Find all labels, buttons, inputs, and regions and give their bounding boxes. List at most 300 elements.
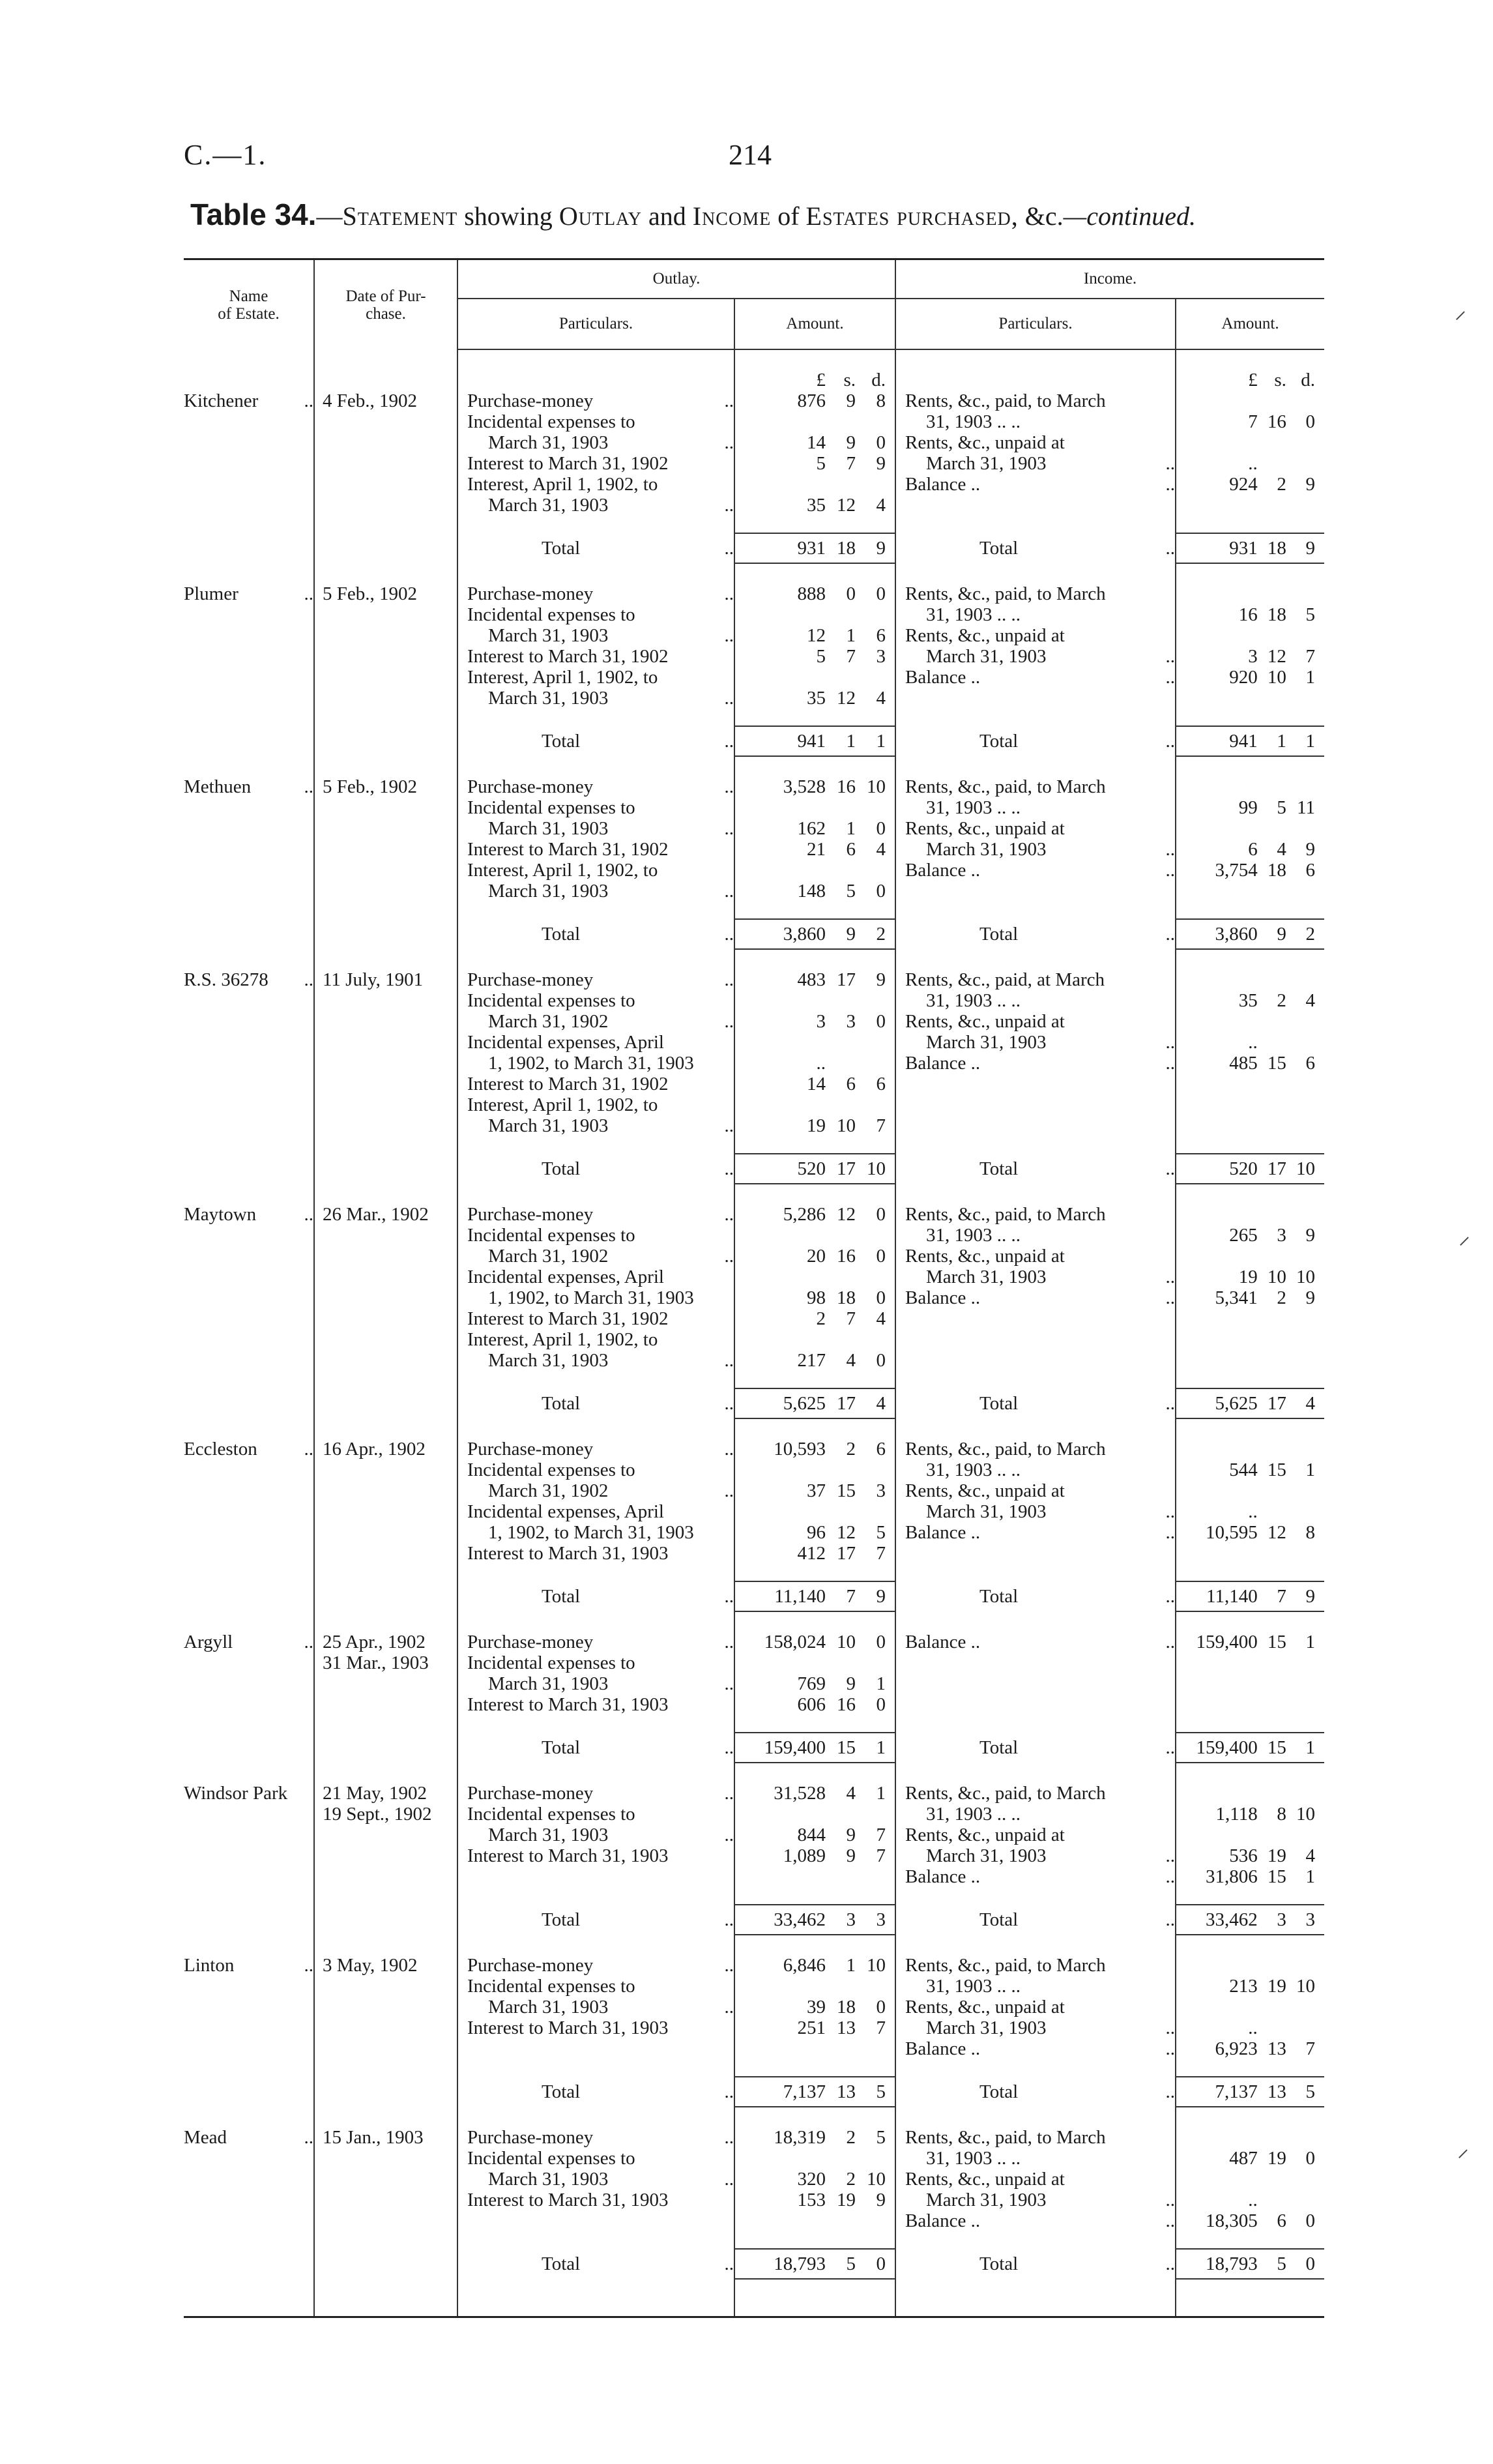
- purchase-date-line: 26 Mar., 1902: [323, 1204, 429, 1225]
- amount-pence: 0: [876, 1204, 886, 1225]
- particular-leader: [714, 990, 734, 1011]
- particular-leader: ..: [1165, 667, 1176, 688]
- income-total-label: Total ..: [895, 919, 1176, 949]
- amount-shillings: 12: [837, 495, 856, 516]
- particular-line: [905, 1866, 1175, 1887]
- purchase-date-line: 31 Mar., 1903: [323, 1652, 429, 1673]
- amount-pence: 9: [876, 453, 886, 474]
- income-total-label: Total ..: [895, 1905, 1176, 1935]
- amount-line: [1176, 474, 1315, 495]
- particular-line: [905, 646, 1175, 667]
- outlay-total-amount: [734, 2077, 895, 2107]
- gap-row: [184, 2231, 1324, 2249]
- particular-leader: [714, 1032, 734, 1053]
- particular-leader: [1155, 432, 1175, 453]
- particular-text: Rents, &c., paid, at March: [905, 969, 1105, 990]
- amount-line: [735, 1480, 886, 1501]
- gap-row: [184, 1371, 1324, 1388]
- amount-shillings: 13: [1267, 2038, 1286, 2059]
- amount-pence: 9: [1305, 1225, 1316, 1246]
- amount-pence: 0: [1305, 2148, 1316, 2169]
- particular-line: [905, 604, 1175, 625]
- particular-leader: [714, 1267, 734, 1287]
- gap-row: [184, 516, 1324, 533]
- amount-pounds: 159,400: [1196, 1632, 1258, 1652]
- particular-text: March 31, 1903: [488, 1350, 609, 1371]
- particular-text: Rents, &c., paid, to March: [905, 1204, 1106, 1225]
- total-label: Total: [542, 1586, 581, 1607]
- particular-line: [905, 667, 1175, 688]
- amount-line: [1176, 411, 1315, 432]
- income-currency: [1176, 370, 1324, 390]
- amount-pounds: 1,089: [783, 1845, 826, 1866]
- income-particulars: [895, 1204, 1176, 1371]
- purchase-date-line: 3 May, 1902: [323, 1955, 418, 1976]
- amount-line: [735, 2253, 886, 2274]
- purchase-date-line: 21 May, 1902: [323, 1783, 428, 1804]
- income-total-label: Total ..: [895, 1154, 1176, 1184]
- outlay-total-label: Total ..: [457, 726, 734, 756]
- particular-leader: ..: [724, 776, 734, 797]
- amount-pounds: 158,024: [764, 1632, 826, 1652]
- total-label: Total: [979, 1737, 1019, 1758]
- amount-pence: 4: [876, 1308, 886, 1329]
- particular-text: Interest to March 31, 1903: [467, 1845, 669, 1866]
- amount-pence: 1: [876, 1737, 886, 1758]
- amount-line: [1176, 538, 1315, 559]
- particular-leader: ..: [1165, 1501, 1176, 1522]
- amount-line: [735, 1501, 886, 1522]
- amount-pounds: 941: [1229, 731, 1258, 752]
- estate-name-leader: ..: [304, 1955, 313, 1976]
- currency-shillings: s.: [1274, 370, 1286, 390]
- amount-line: [735, 839, 886, 860]
- currency-pence: d.: [1301, 370, 1316, 390]
- income-amounts: [1176, 583, 1324, 709]
- outlay-total-amount: [734, 533, 895, 563]
- total-row: [184, 2077, 1324, 2107]
- spacer-row: [184, 1611, 1324, 1632]
- amount-pence: 1: [876, 731, 886, 752]
- particular-text: 31, 1903 .. ..: [926, 1459, 1021, 1480]
- particular-leader: ..: [1165, 839, 1176, 860]
- particular-text: March 31, 1903: [488, 1825, 609, 1845]
- particular-text: Interest, April 1, 1902, to: [467, 860, 658, 881]
- particular-line: [467, 1501, 734, 1522]
- col-header-outlay-amount: Amount.: [734, 299, 895, 349]
- particular-text: Incidental expenses to: [467, 604, 635, 625]
- spacer-row: [184, 563, 1324, 583]
- amount-shillings: 6: [846, 839, 856, 860]
- amount-pounds: 5,625: [1215, 1393, 1258, 1414]
- amount-pounds: 213: [1229, 1976, 1258, 1997]
- amount-pounds: 10,595: [1205, 1522, 1258, 1543]
- total-label: Total: [979, 538, 1019, 559]
- particular-leader: [1155, 1246, 1175, 1267]
- amount-line: [735, 818, 886, 839]
- amount-line: [735, 1673, 886, 1694]
- particular-line: [905, 860, 1175, 881]
- particular-line: [905, 1825, 1175, 1845]
- amount-shillings: 18: [1267, 538, 1286, 559]
- particular-text: 31, 1903 .. ..: [926, 1225, 1021, 1246]
- amount-pence: [1286, 453, 1315, 474]
- currency-shillings: s.: [843, 370, 856, 390]
- total-label: Total: [979, 2253, 1019, 2274]
- title-continued: —continued.: [1063, 201, 1196, 231]
- income-particulars: [895, 776, 1176, 902]
- particular-leader: [1155, 1976, 1175, 1997]
- amount-shillings: 12: [837, 1204, 856, 1225]
- particular-text: Interest to March 31, 1902: [467, 1308, 669, 1329]
- amount-shillings: 3: [1277, 1225, 1286, 1246]
- particular-line: [467, 646, 734, 667]
- amount-shillings: 10: [837, 1115, 856, 1136]
- amount-pence: 1: [876, 1783, 886, 1804]
- income-particulars: [895, 583, 1176, 709]
- particular-leader: [1155, 1783, 1175, 1804]
- amount-pounds: 5: [816, 646, 826, 667]
- amount-shillings: 4: [846, 1783, 856, 1804]
- amount-line: [735, 1329, 886, 1350]
- amount-shillings: 18: [1267, 604, 1286, 625]
- particular-line: [905, 2210, 1175, 2231]
- amount-pounds: 98: [807, 1287, 826, 1308]
- amount-line: [735, 1225, 886, 1246]
- particular-leader: ..: [724, 1480, 734, 1501]
- particular-text: Interest to March 31, 1903: [467, 1543, 669, 1564]
- particular-text: Incidental expenses to: [467, 411, 635, 432]
- particular-text: Rents, &c., unpaid at: [905, 2169, 1065, 2190]
- particular-text: 31, 1903 .. ..: [926, 1976, 1021, 1997]
- amount-pounds: 7: [1248, 411, 1258, 432]
- outlay-total-label: Total ..: [457, 1733, 734, 1763]
- estate-name-text: Mead: [184, 2127, 227, 2148]
- amount-shillings: 17: [1267, 1393, 1286, 1414]
- particular-text: March 31, 1902: [488, 1480, 609, 1501]
- amount-line: [1176, 604, 1315, 625]
- particular-leader: ..: [724, 432, 734, 453]
- amount-pounds: 3: [816, 1011, 826, 1032]
- purchase-date: [314, 1783, 457, 1887]
- particular-leader: ..: [1165, 1053, 1176, 1074]
- amount-shillings: 10: [1267, 667, 1286, 688]
- amount-shillings: 15: [1267, 1866, 1286, 1887]
- estate-name-text: Methuen: [184, 776, 252, 797]
- outlay-particulars: [457, 1783, 734, 1887]
- amount-shillings: 19: [1267, 1976, 1286, 1997]
- particular-text: Balance ..: [905, 1522, 981, 1543]
- amount-line: [735, 1909, 886, 1930]
- amount-pounds: 320: [797, 2169, 826, 2190]
- amount-shillings: 2: [1277, 990, 1286, 1011]
- amount-pence: 6: [876, 625, 886, 646]
- amount-pence: 1: [1305, 1632, 1316, 1652]
- particular-line: [467, 1459, 734, 1480]
- income-total-amount: [1176, 1733, 1324, 1763]
- purchase-date-line: 5 Feb., 1902: [323, 776, 417, 797]
- particular-leader: [714, 411, 734, 432]
- particular-text: Interest, April 1, 1902, to: [467, 474, 658, 495]
- total-label: Total: [542, 538, 581, 559]
- particular-text: Incidental expenses to: [467, 797, 635, 818]
- particular-leader: [714, 604, 734, 625]
- outlay-amounts: [734, 1204, 895, 1371]
- particular-text: Rents, &c., paid, to March: [905, 776, 1106, 797]
- amount-pence: 5: [1305, 604, 1316, 625]
- amount-pounds: 19: [807, 1115, 826, 1136]
- amount-line: [735, 2148, 886, 2169]
- amount-pence: 1: [1305, 1737, 1316, 1758]
- amount-pence: 7: [876, 1115, 886, 1136]
- amount-pounds: 11,140: [774, 1586, 826, 1607]
- particular-text: Incidental expenses, April: [467, 1267, 664, 1287]
- amount-line: [1176, 969, 1315, 990]
- amount-line: [735, 1543, 886, 1564]
- amount-line: [1176, 818, 1315, 839]
- particular-line: [467, 1267, 734, 1287]
- col-header-income-particulars: Particulars.: [895, 299, 1176, 349]
- particular-leader: [1155, 1955, 1175, 1976]
- particular-leader: [1155, 2127, 1175, 2148]
- particular-leader: ..: [1165, 2210, 1176, 2231]
- amount-pounds: 606: [797, 1694, 826, 1715]
- col-group-outlay: Outlay.: [457, 259, 895, 299]
- particular-text: Interest, April 1, 1902, to: [467, 1329, 658, 1350]
- purchase-date: [314, 776, 457, 902]
- amount-pounds: 2: [816, 1308, 826, 1329]
- outlay-total-label: Total ..: [457, 2077, 734, 2107]
- outlay-amounts: [734, 583, 895, 709]
- estate-name: [184, 776, 314, 902]
- amount-pence: 3: [876, 1480, 886, 1501]
- amount-pence: 10: [1296, 1976, 1316, 1997]
- amount-pence: 8: [876, 390, 886, 411]
- amount-pounds: 520: [1229, 1158, 1258, 1179]
- particular-leader: ..: [724, 1115, 734, 1136]
- total-row: [184, 1733, 1324, 1763]
- total-label: Total: [542, 1737, 581, 1758]
- particular-line: [905, 969, 1175, 990]
- income-total-label: Total ..: [895, 726, 1176, 756]
- particular-leader: [714, 1459, 734, 1480]
- amount-pence: 0: [876, 583, 886, 604]
- particular-line: [467, 1845, 734, 1866]
- amount-line: [735, 1652, 886, 1673]
- total-label: Total: [979, 924, 1019, 945]
- amount-shillings: 19: [1267, 1845, 1286, 1866]
- amount-line: [1176, 2253, 1315, 2274]
- gap-row: [184, 1136, 1324, 1154]
- particular-line: [467, 495, 734, 516]
- estate-name: [184, 1955, 314, 2059]
- amount-pence: 9: [1305, 1287, 1316, 1308]
- estates-body: [184, 349, 1324, 2317]
- particular-line: [905, 2148, 1175, 2169]
- particular-text: Purchase-money: [467, 583, 594, 604]
- particular-leader: [1155, 1011, 1175, 1032]
- amount-shillings: 15: [1267, 1053, 1286, 1074]
- particular-leader: ..: [1165, 2017, 1176, 2038]
- income-amounts: [1176, 1204, 1324, 1371]
- particular-line: [467, 1329, 734, 1350]
- particular-line: [905, 583, 1175, 604]
- income-total-label: Total ..: [895, 1388, 1176, 1418]
- particular-text: Rents, &c., paid, to March: [905, 1783, 1106, 1804]
- particular-line: [905, 1267, 1175, 1287]
- estate-name-text: Argyll: [184, 1632, 233, 1652]
- amount-shillings: 3: [846, 1909, 856, 1930]
- outlay-total-label: Total ..: [457, 1905, 734, 1935]
- amount-pounds: 16: [1238, 604, 1258, 625]
- amount-pounds: 159,400: [1196, 1737, 1258, 1758]
- spacer-row: [184, 1184, 1324, 1204]
- income-amounts: [1176, 1632, 1324, 1715]
- amount-line: [1176, 1845, 1315, 1866]
- particular-leader: [714, 667, 734, 688]
- amount-pence: 9: [876, 1586, 886, 1607]
- amount-pence: 0: [876, 1287, 886, 1308]
- purchase-date: [314, 969, 457, 1136]
- amount-pounds: 544: [1229, 1459, 1258, 1480]
- particular-leader: ..: [724, 495, 734, 516]
- amount-line: [1176, 1287, 1315, 1308]
- total-label: Total: [542, 731, 581, 752]
- amount-pounds: 3,860: [1215, 924, 1258, 945]
- outlay-amounts: [734, 1783, 895, 1887]
- particular-line: [467, 1783, 734, 1804]
- amount-line: [735, 1459, 886, 1480]
- particular-line: [467, 1308, 734, 1329]
- amount-pence: 3: [876, 646, 886, 667]
- col-header-outlay-particulars: Particulars.: [457, 299, 734, 349]
- amount-pence: 0: [876, 432, 886, 453]
- particular-text: 1, 1902, to March 31, 1903: [488, 1053, 694, 1074]
- particular-text: Interest to March 31, 1902: [467, 453, 669, 474]
- amount-line: [735, 583, 886, 604]
- particular-line: [467, 625, 734, 646]
- amount-pence: 4: [876, 495, 886, 516]
- amount-pence: 7: [1305, 646, 1316, 667]
- amount-line: [735, 1976, 886, 1997]
- particular-leader: ..: [1165, 860, 1176, 881]
- margin-mark: ⸝: [1455, 297, 1466, 323]
- particular-leader: [1155, 990, 1175, 1011]
- amount-pounds: 487: [1229, 2148, 1258, 2169]
- particular-leader: ..: [724, 1439, 734, 1459]
- particular-leader: ..: [1165, 1287, 1176, 1308]
- particular-line: [905, 432, 1175, 453]
- amount-shillings: 9: [846, 390, 856, 411]
- particular-leader: [1155, 1204, 1175, 1225]
- amount-pounds: 12: [807, 625, 826, 646]
- estate-name-text: Eccleston: [184, 1439, 257, 1459]
- total-row: [184, 919, 1324, 949]
- particular-text: Rents, &c., unpaid at: [905, 1825, 1065, 1845]
- particular-text: Purchase-money: [467, 1783, 594, 1804]
- outlay-amounts: [734, 776, 895, 902]
- particular-line: [467, 1955, 734, 1976]
- particular-leader: ..: [724, 1350, 734, 1371]
- amount-shillings: 1: [846, 625, 856, 646]
- particular-leader: [714, 1522, 734, 1543]
- particular-line: [905, 1480, 1175, 1501]
- amount-pounds: 931: [1229, 538, 1258, 559]
- amount-line: [1176, 1459, 1315, 1480]
- amount-line: [1176, 1053, 1315, 1074]
- outlay-total-label: Total ..: [457, 1154, 734, 1184]
- title-dash: —: [316, 201, 343, 231]
- total-row: [184, 1581, 1324, 1611]
- total-label: Total: [542, 924, 581, 945]
- particular-text: Balance ..: [905, 1287, 981, 1308]
- particular-text: March 31, 1903: [488, 818, 609, 839]
- amount-shillings: 5: [846, 2253, 856, 2274]
- particular-line: [905, 2017, 1175, 2038]
- particular-text: March 31, 1903: [926, 453, 1047, 474]
- outlay-particulars: [457, 1439, 734, 1564]
- amount-shillings: [1258, 453, 1286, 474]
- amount-pounds: 5: [816, 453, 826, 474]
- amount-shillings: 17: [837, 969, 856, 990]
- particular-line: [905, 1439, 1175, 1459]
- amount-line: [1176, 2169, 1315, 2190]
- outlay-total-label: Total ..: [457, 533, 734, 563]
- estate-name-text: Maytown: [184, 1204, 257, 1225]
- particular-line: [467, 1522, 734, 1543]
- amount-line: [1176, 1393, 1315, 1414]
- particular-leader: [714, 1543, 734, 1564]
- particular-leader: ..: [724, 1011, 734, 1032]
- currency-pence: d.: [871, 370, 886, 390]
- particular-text: Incidental expenses to: [467, 2148, 635, 2169]
- estate-name: [184, 390, 314, 516]
- amount-pounds: ..: [1248, 1032, 1258, 1053]
- particular-text: Rents, &c., unpaid at: [905, 1997, 1065, 2017]
- particular-text: 31, 1903 .. ..: [926, 604, 1021, 625]
- particular-leader: [1155, 1459, 1175, 1480]
- purchase-date: [314, 1955, 457, 2059]
- amount-line: [735, 731, 886, 752]
- outlay-particulars: [457, 969, 734, 1136]
- currency-pounds: £: [1248, 370, 1258, 390]
- title-word: showing: [464, 201, 553, 231]
- income-amounts: [1176, 1955, 1324, 2059]
- particular-line: [467, 604, 734, 625]
- outlay-total-amount: [734, 1733, 895, 1763]
- particular-line: [905, 990, 1175, 1011]
- amount-pence: 9: [876, 2190, 886, 2210]
- estate-name-text: Kitchener: [184, 390, 259, 411]
- spacer-row: [184, 949, 1324, 969]
- amount-line: [735, 1522, 886, 1543]
- particular-text: Incidental expenses to: [467, 1225, 635, 1246]
- particular-line: [467, 1976, 734, 1997]
- amount-line: [735, 625, 886, 646]
- amount-shillings: 4: [846, 1350, 856, 1371]
- outlay-amounts: [734, 1439, 895, 1564]
- col-header-date-line1: Date of Pur-: [345, 287, 426, 305]
- particular-line: [467, 1011, 734, 1032]
- estate-name: [184, 2127, 314, 2231]
- amount-line: [735, 1246, 886, 1267]
- amount-line: [1176, 1825, 1315, 1845]
- title-etc: &c.: [1024, 201, 1064, 231]
- income-particulars: [895, 2127, 1176, 2231]
- particular-line: [905, 1204, 1175, 1225]
- particular-leader: [1155, 969, 1175, 990]
- outlay-particulars: [457, 1632, 734, 1715]
